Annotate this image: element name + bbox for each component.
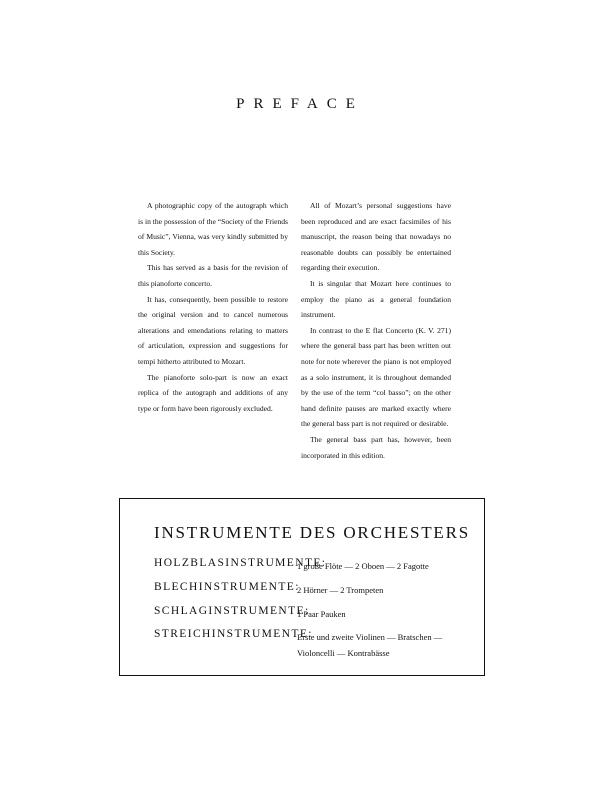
instrument-row-percussion: [154, 605, 346, 619]
orchestra-box: [119, 498, 485, 676]
instrument-list: 1 Paar Pauken: [297, 609, 346, 619]
paragraph: A photographic copy of the autograph which is in the possession of the “Society of the Friends of Music”, Vienna, was very kindly submitted by this Society.: [138, 201, 288, 257]
instrument-list: Erste und zweite Violinen — Bratschen — Violoncelli — Kontrabässe: [297, 632, 443, 658]
paragraph: It is singular that Mozart here continues to employ the piano as a general foundation instrument.: [301, 278, 451, 320]
instrument-list: 2 Hörner — 2 Trompeten: [297, 585, 384, 595]
paragraph: It has, consequently, been possible to restore the original version and to cancel numerous alterations and emendations relating to matters of articulation, expression and suggestions for tempi hitherto attributed to Mozart.: [138, 294, 288, 366]
paragraph: This has served as a basis for the revision of this pianoforte concerto.: [138, 263, 288, 288]
paragraph: The pianoforte solo-part is now an exact replica of the autograph and additions of any type or form have been rigorously excluded.: [138, 372, 288, 413]
instrument-row-woodwinds: [154, 557, 429, 571]
instrument-row-strings: [154, 628, 443, 658]
preface-right-column: [301, 198, 451, 463]
paragraph: The general bass part has, however, been incorporated in this edition.: [301, 434, 451, 460]
instrument-group-label: STREICHINSTRUMENTE:: [154, 628, 313, 640]
paragraph: All of Mozart’s personal suggestions have been reproduced and are exact facsimiles of his manuscript, the reason being that nowadays no reasonable doubts can possibly be entertained regarding their execution.: [301, 201, 451, 273]
instrument-group-label: BLECHINSTRUMENTE:: [154, 581, 300, 593]
orchestra-title: INSTRUMENTE DES ORCHESTERS: [154, 523, 470, 542]
instrument-list: 1 große Flöte — 2 Oboen — 2 Fagotte: [297, 561, 429, 571]
instrument-row-brass: [154, 581, 384, 595]
preface-left-column: [138, 198, 288, 416]
instrument-group-label: SCHLAGINSTRUMENTE:: [154, 605, 310, 617]
paragraph: In contrast to the E flat Concerto (K. V. 271) where the general bass part has been written out note for note wherever the piano is not employed as a solo instrument, it is throughout demanded by the use of the term “col basso”; on the other hand definite pauses are marked exactly where the general bass part is not required or desirable.: [301, 325, 451, 429]
instrument-group-label: HOLZBLASINSTRUMENTE:: [154, 557, 327, 569]
page-title: PREFACE: [236, 96, 364, 112]
